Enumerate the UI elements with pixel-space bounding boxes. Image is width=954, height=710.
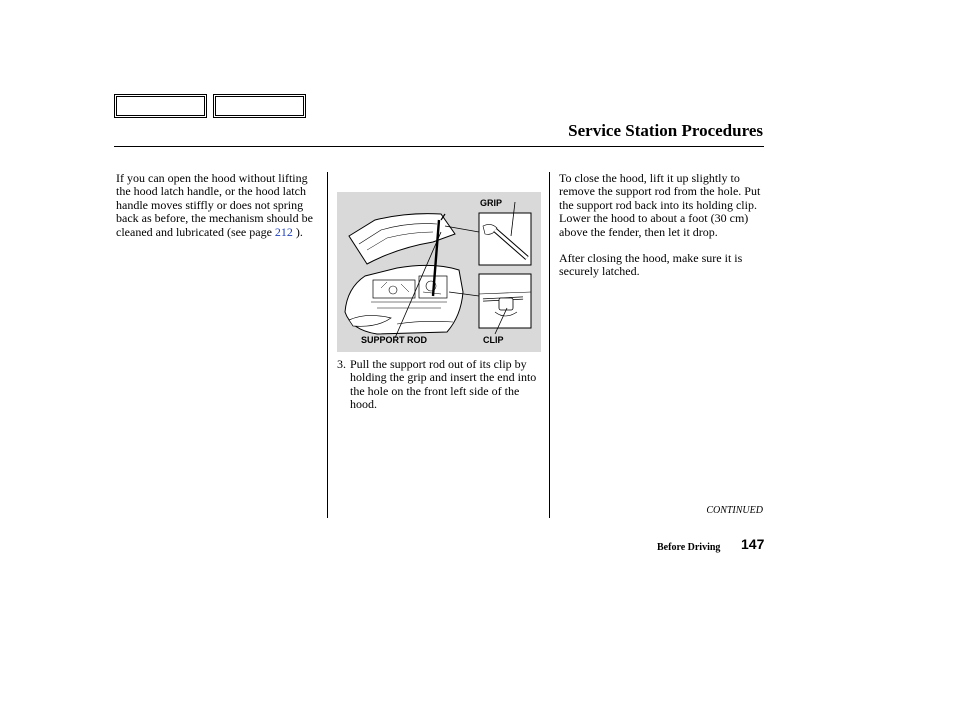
previous-page-button[interactable]: [114, 94, 207, 118]
step-number: 3.: [337, 357, 346, 371]
page-212-link[interactable]: 212: [274, 224, 293, 239]
engine-bay-drawing: [337, 192, 541, 352]
paragraph-text-start: If you can open the hood without lifting the hood latch handle, or the hood latch handle moves stiffly or does not spring back as before, the mechanism should be cleaned and lubricated (see page: [116, 171, 313, 239]
paragraph-text-end: ).: [292, 224, 303, 239]
support-rod-label: SUPPORT ROD: [361, 335, 428, 345]
continued-note: CONTINUED: [706, 505, 763, 516]
next-page-button[interactable]: [213, 94, 306, 118]
step-3-instruction: [337, 358, 537, 412]
hood-support-rod-illustration: [337, 192, 541, 352]
latch-check-paragraph: After closing the hood, make sure it is securely latched.: [559, 251, 743, 279]
right-column: [559, 172, 765, 279]
page-number: 147: [741, 536, 765, 552]
section-name: Before Driving: [657, 542, 721, 553]
left-column: [116, 172, 316, 239]
hood-latch-paragraph: [116, 172, 316, 239]
grip-label: GRIP: [480, 198, 503, 208]
step-text: Pull the support rod out of its clip by holding the grip and insert the end into the hole on the front left side of the hood.: [350, 357, 537, 412]
page-title: Service Station Procedures: [568, 121, 763, 140]
close-hood-paragraph: To close the hood, lift it up slightly to remove the support rod from the hole. Put the support rod back into its holding clip. Lower the hood to about a foot (30 cm) above the fender, then let it drop.: [559, 171, 761, 239]
column-divider-right: [549, 172, 550, 518]
clip-label: CLIP: [483, 335, 504, 345]
title-divider: [114, 146, 764, 147]
column-divider-left: [327, 172, 328, 518]
